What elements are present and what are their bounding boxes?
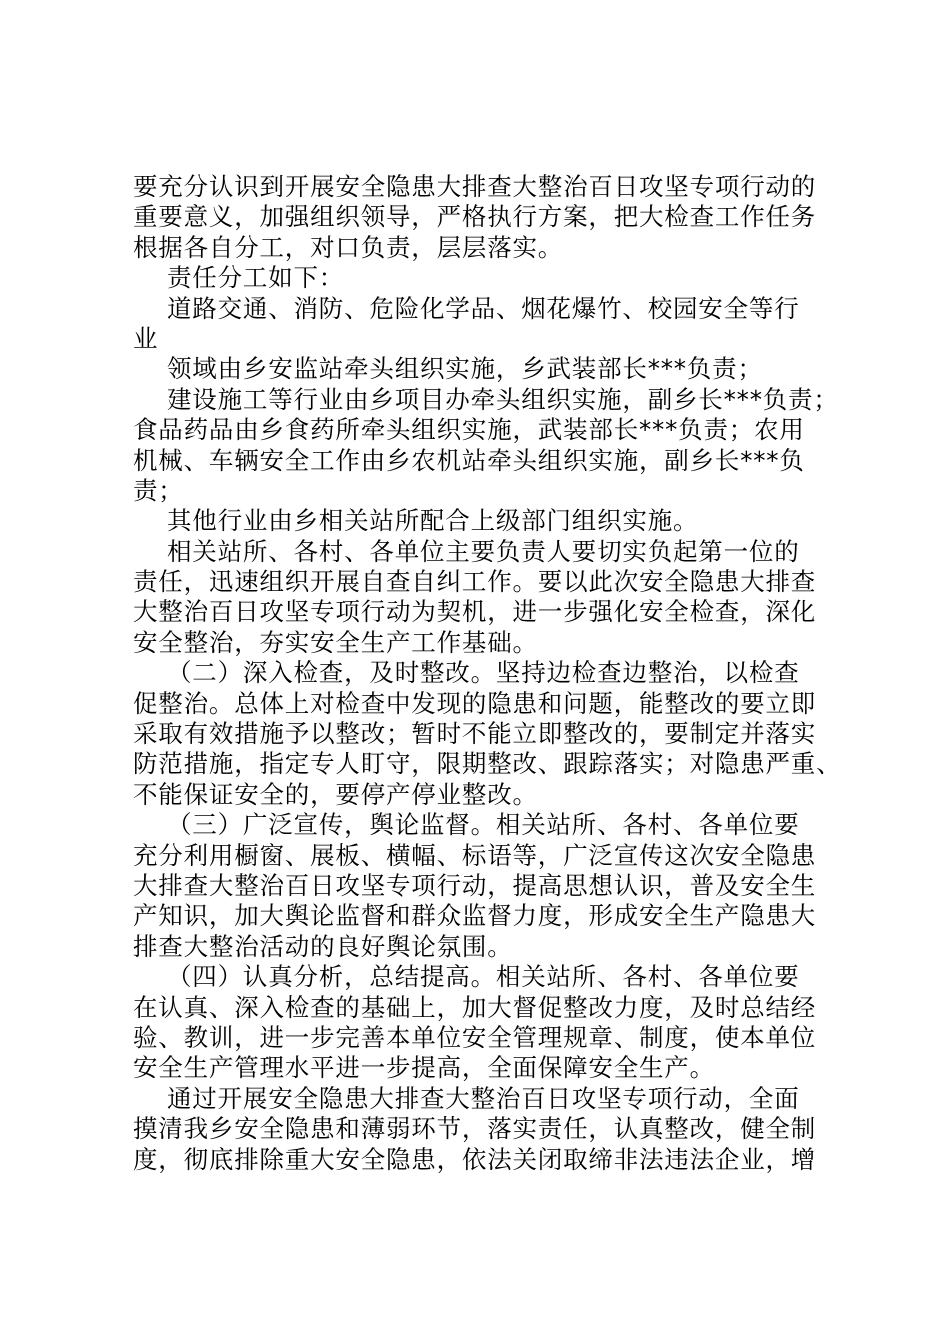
text-line: （二）深入检查，及时整改。坚持边检查边整治，以检查 — [167, 658, 800, 688]
text-line: 安全整治，夯实安全生产工作基础。 — [133, 627, 538, 657]
text-line: 其他行业由乡相关站所配合上级部门组织实施。 — [167, 506, 699, 536]
text-line: 责任，迅速组织开展自查自纠工作。要以此次安全隐患大排查 — [133, 567, 817, 597]
text-line: 道路交通、消防、危险化学品、烟花爆竹、校园安全等行 — [167, 293, 800, 323]
text-line: 大排查大整治百日攻坚专项行动，提高思想认识，普及安全生 — [133, 870, 817, 900]
text-line: 验、教训，进一步完善本单位安全管理规章、制度，使本单位 — [133, 1022, 817, 1052]
text-line: 摸清我乡安全隐患和薄弱环节，落实责任，认真整改，健全制 — [133, 1114, 817, 1144]
text-line: 建设施工等行业由乡项目办牵头组织实施，副乡长***负责； — [167, 384, 839, 414]
text-line: 要充分认识到开展安全隐患大排查大整治百日攻坚专项行动的 — [133, 172, 817, 201]
text-line: 业 — [133, 323, 159, 353]
text-line: 责任分工如下： — [167, 263, 345, 293]
text-line: （三）广泛宣传，舆论监督。相关站所、各村、各单位要 — [167, 810, 800, 840]
text-line: 采取有效措施予以整改；暂时不能立即整改的，要制定并落实 — [133, 719, 817, 749]
text-line: 充分利用橱窗、展板、横幅、标语等，广泛宣传这次安全隐患 — [133, 840, 817, 870]
text-line: 食品药品由乡食药所牵头组织实施，武装部长***负责；农用 — [133, 415, 805, 445]
document-body — [133, 172, 842, 1175]
text-line: 领域由乡安监站牵头组织实施，乡武装部长***负责； — [167, 354, 763, 384]
text-line: 相关站所、各村、各单位主要负责人要切实负起第一位的 — [167, 536, 800, 566]
text-line: 重要意义，加强组织领导，严格执行方案，把大检查工作任务 — [133, 202, 817, 232]
text-line: 大整治百日攻坚专项行动为契机，进一步强化安全检查，深化 — [133, 597, 817, 627]
text-line: 在认真、深入检查的基础上，加大督促整改力度，及时总结经 — [133, 992, 817, 1022]
text-line: （四）认真分析，总结提高。相关站所、各村、各单位要 — [167, 962, 800, 992]
text-line: 安全生产管理水平进一步提高，全面保障安全生产。 — [133, 1053, 715, 1083]
text-line: 产知识，加大舆论监督和群众监督力度，形成安全生产隐患大 — [133, 901, 817, 931]
text-line: 责； — [133, 475, 184, 505]
text-line: 防范措施，指定专人盯守，限期整改、跟踪落实；对隐患严重、 — [133, 749, 842, 779]
text-line: 通过开展安全隐患大排查大整治百日攻坚专项行动，全面 — [167, 1083, 800, 1113]
text-line: 排查大整治活动的良好舆论氛围。 — [133, 931, 513, 961]
text-line: 根据各自分工，对口负责，层层落实。 — [133, 232, 564, 262]
text-line: 促整治。总体上对检查中发现的隐患和问题，能整改的要立即 — [133, 688, 817, 718]
text-line: 度，彻底排除重大安全隐患，依法关闭取缔非法违法企业，增 — [133, 1144, 817, 1174]
text-line: 机械、车辆安全工作由乡农机站牵头组织实施，副乡长***负 — [133, 445, 805, 475]
text-line: 不能保证安全的，要停产停业整改。 — [133, 779, 538, 809]
